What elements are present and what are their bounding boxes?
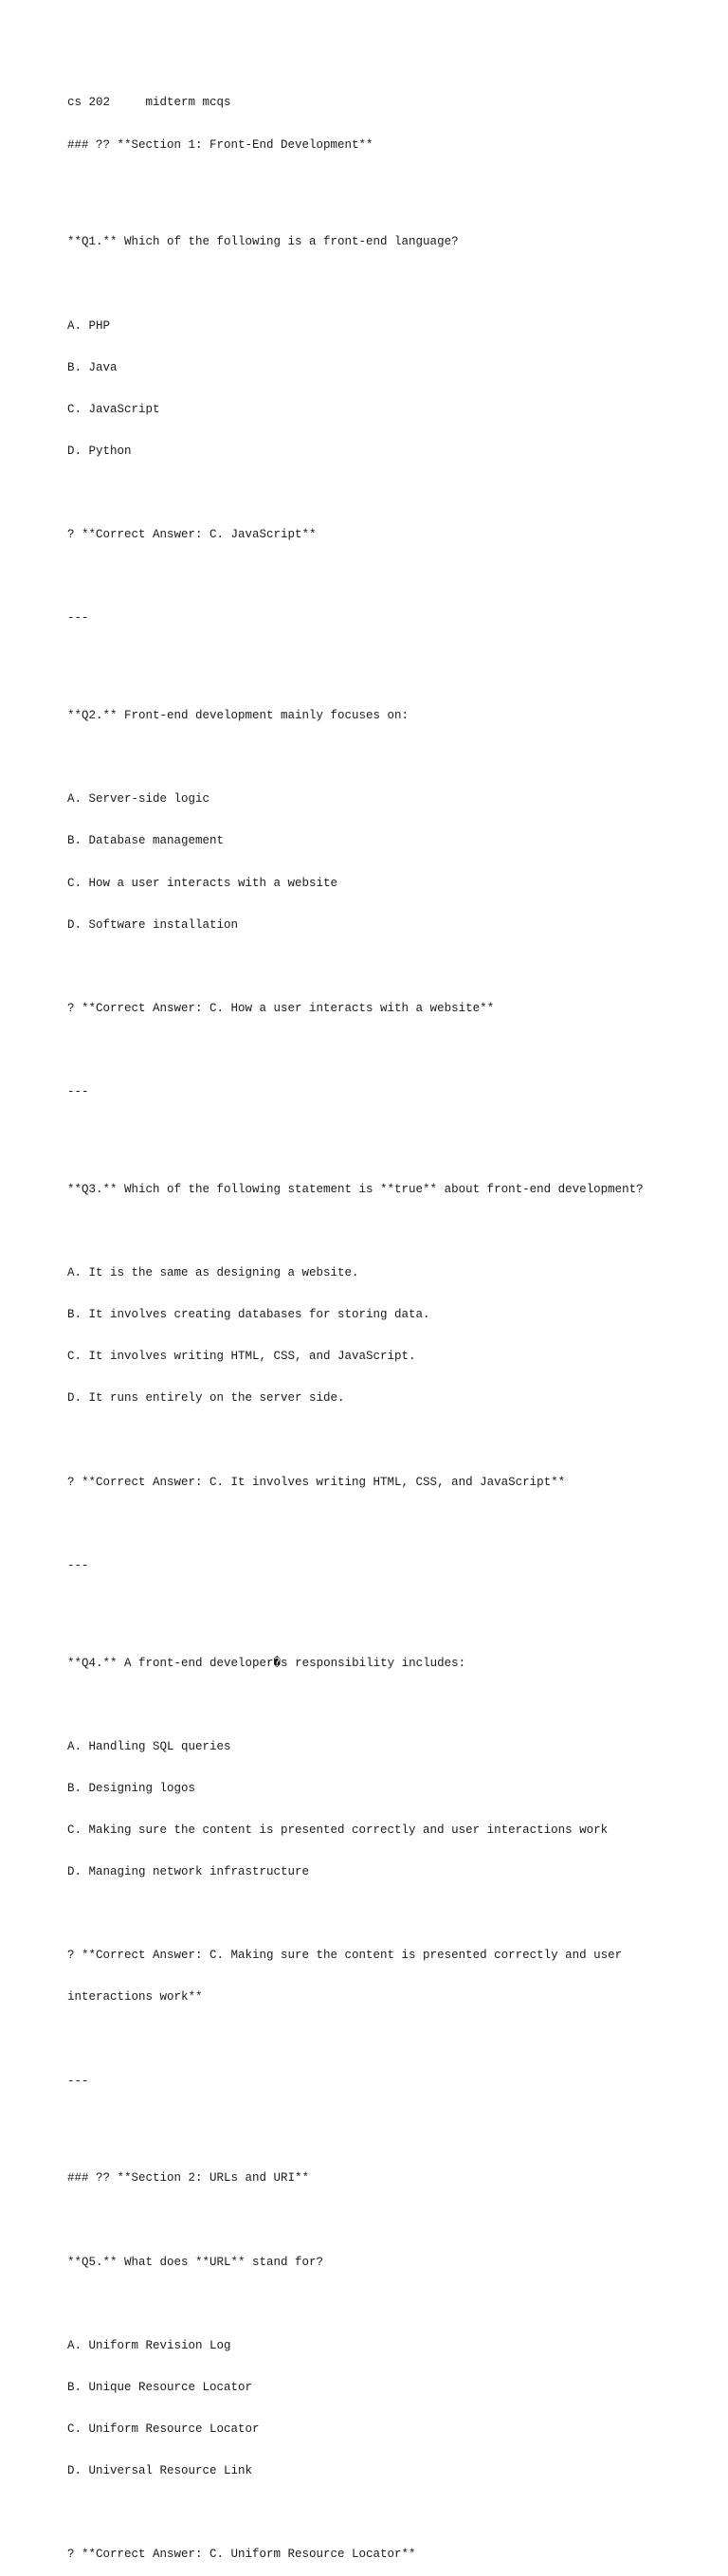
option-text: B. Java [67,360,118,374]
question-text: **Q1.** Which of the following is a front-end language? [67,235,459,249]
option-text: A. Server-side logic [67,792,210,807]
option-text: C. How a user interacts with a website [67,876,338,890]
option-text: C. Uniform Resource Locator [67,2422,260,2436]
question-text: **Q5.** What does **URL** stand for? [67,2255,324,2269]
option-text: B. It involves creating databases for storing data. [67,1308,430,1322]
option-text: C. It involves writing HTML, CSS, and JavaScript. [67,1350,416,1364]
option-text: A. It is the same as designing a website. [67,1266,359,1280]
option-text: A. Uniform Revision Log [67,2338,231,2352]
option-text: D. Python [67,444,132,458]
option-text: A. Handling SQL queries [67,1739,231,1753]
option-text: D. It runs entirely on the server side. [67,1391,345,1406]
option-text: C. JavaScript [67,402,160,416]
answer-text: ? **Correct Answer: C. It involves writing HTML, CSS, and JavaScript** [67,1475,566,1489]
question-text: **Q2.** Front-end development mainly focuses on: [67,709,410,723]
separator: --- [67,611,89,626]
answer-text: ? **Correct Answer: C. How a user interacts with a website** [67,1001,495,1015]
answer-text: ? **Correct Answer: C. Making sure the content is presented correctly and user [67,1949,623,1963]
question-text: **Q3.** Which of the following statement is **true** about front-end development? [67,1182,644,1196]
course-code: cs 202 [67,96,111,110]
answer-text: ? **Correct Answer: C. JavaScript** [67,528,317,542]
document-header [67,96,712,110]
option-text: A. PHP [67,318,111,333]
separator: --- [67,2074,89,2088]
answer-text-continued: interactions work** [67,1990,203,2005]
question-text: **Q4.** A front-end developer�s responsibility includes: [67,1656,466,1670]
option-text: D. Managing network infrastructure [67,1865,310,1879]
document-page [67,68,712,2576]
separator: --- [67,1558,89,1572]
section-heading: ### ?? **Section 2: URLs and URI** [67,2171,310,2186]
option-text: D. Universal Resource Link [67,2464,253,2478]
answer-text: ? **Correct Answer: C. Uniform Resource Locator** [67,2548,416,2562]
separator: --- [67,1084,89,1098]
document-title: midterm mcqs [145,96,231,110]
option-text: B. Database management [67,834,225,848]
section-heading: ### ?? **Section 1: Front-End Development** [67,137,373,152]
option-text: B. Unique Resource Locator [67,2380,253,2394]
option-text: D. Software installation [67,917,239,932]
option-text: B. Designing logos [67,1781,196,1795]
option-text: C. Making sure the content is presented correctly and user interactions work [67,1823,609,1837]
